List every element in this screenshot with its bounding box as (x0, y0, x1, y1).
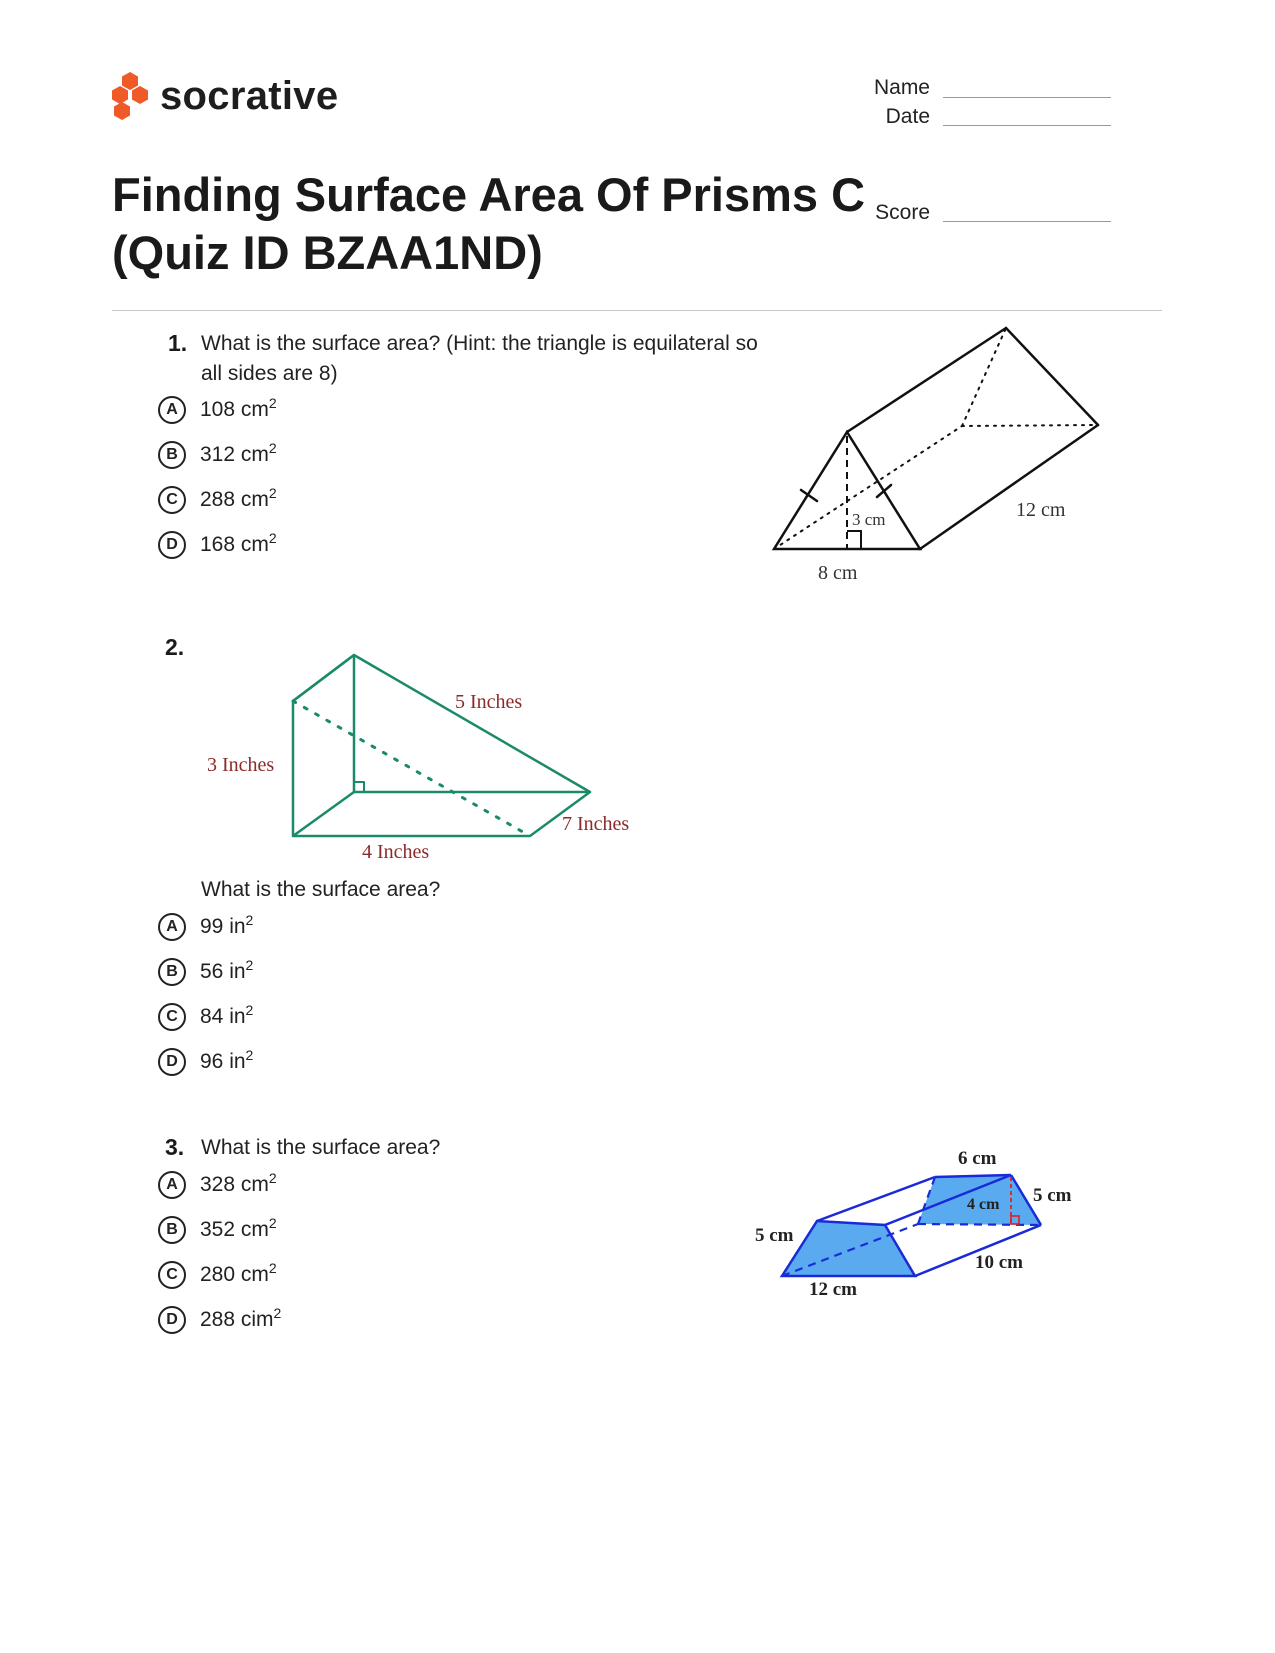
score-field[interactable] (943, 220, 1111, 222)
top-left-edge (817, 1177, 935, 1221)
option-a[interactable]: A 99 $in^2$ (158, 909, 253, 945)
right-angle-mark (354, 782, 364, 792)
side-left-label: 5 cm (755, 1225, 794, 1246)
option-b[interactable]: B 56 $in^2$ (158, 954, 253, 990)
option-a[interactable]: A 108 $cm^2$ (158, 392, 277, 428)
bubble-b[interactable]: B (158, 1216, 186, 1244)
height-label: 3 Inches (207, 754, 275, 776)
date-label: Date (885, 105, 930, 128)
hidden-diagonal (293, 701, 530, 836)
prism-right-edge (920, 425, 1098, 549)
hidden-bottom-edge (774, 426, 962, 549)
triangular-prism-figure (760, 320, 1160, 600)
title-line-1: Finding Surface Area Of Prisms C (112, 168, 866, 221)
question-3-text: What is the surface area? (201, 1136, 441, 1159)
option-b[interactable]: B 312 $cm^2$ (158, 437, 277, 473)
tick-right (877, 485, 891, 497)
top-label: 6 cm (958, 1148, 997, 1169)
logo-hexagons (112, 72, 148, 120)
prism-outline (293, 655, 590, 836)
height-label: 4 cm (967, 1196, 1000, 1213)
prism-back-edge (1006, 328, 1098, 425)
option-d[interactable]: D 168 $cm^2$ (158, 527, 277, 563)
name-label: Name (873, 76, 930, 99)
bubble-c[interactable]: C (158, 1003, 186, 1031)
bubble-c[interactable]: C (158, 486, 186, 514)
option-c[interactable]: C 288 $cm^2$ (158, 482, 277, 518)
option-d[interactable]: D 96 $in^2$ (158, 1044, 253, 1080)
brand-name: socrative (160, 73, 339, 118)
length-label: 10 cm (975, 1252, 1024, 1273)
hidden-back-right (962, 425, 1098, 426)
length-label: 7 Inches (562, 813, 630, 835)
name-field[interactable] (943, 96, 1111, 98)
question-1-options (158, 392, 277, 563)
hyp-label: 5 Inches (455, 691, 523, 713)
date-field[interactable] (943, 124, 1111, 126)
question-2-text: What is the surface area? (201, 878, 441, 901)
length-label: 12 cm (1016, 499, 1066, 521)
bubble-d[interactable]: D (158, 1048, 186, 1076)
side-right-label: 5 cm (1033, 1185, 1072, 1206)
question-3-options (158, 1167, 281, 1338)
question-2-number: 2. (165, 634, 185, 660)
right-angle-mark (847, 531, 861, 549)
right-triangle-prism-figure (200, 645, 660, 870)
base-label: 4 Inches (362, 841, 430, 863)
bottom-slant-edge (293, 792, 354, 836)
option-c[interactable]: C 84 $in^2$ (158, 999, 253, 1035)
header-divider (112, 310, 1162, 311)
base-label: 8 cm (818, 562, 858, 584)
question-1-number: 1. (168, 330, 188, 356)
top-slant-edge (293, 655, 354, 701)
page-title (112, 166, 912, 282)
score-label: Score (875, 201, 930, 224)
bubble-c[interactable]: C (158, 1261, 186, 1289)
bubble-d[interactable]: D (158, 531, 186, 559)
bubble-d[interactable]: D (158, 1306, 186, 1334)
question-3-number: 3. (165, 1134, 185, 1160)
bubble-a[interactable]: A (158, 913, 186, 941)
bubble-b[interactable]: B (158, 441, 186, 469)
brand (112, 72, 338, 120)
option-c[interactable]: C 280 $cm^2$ (158, 1257, 281, 1293)
title-line-2: (Quiz ID BZAA1ND) (112, 226, 543, 279)
option-d[interactable]: D 288 cim$^2$ (158, 1302, 281, 1338)
bottom-label: 12 cm (809, 1279, 858, 1300)
question-1-text: What is the surface area? (Hint: the triangle is equilateral so all sides are 8) (201, 332, 758, 385)
bubble-a[interactable]: A (158, 1171, 186, 1199)
bubble-a[interactable]: A (158, 396, 186, 424)
socrative-logo-icon (112, 72, 148, 120)
question-2-options (158, 909, 253, 1080)
hidden-back-bottom (918, 1224, 1041, 1225)
height-label: 3 cm (852, 510, 886, 529)
option-b[interactable]: B 352 $cm^2$ (158, 1212, 281, 1248)
bubble-b[interactable]: B (158, 958, 186, 986)
trapezoid-prism-figure (740, 1135, 1100, 1320)
option-a[interactable]: A 328 $cm^2$ (158, 1167, 281, 1203)
